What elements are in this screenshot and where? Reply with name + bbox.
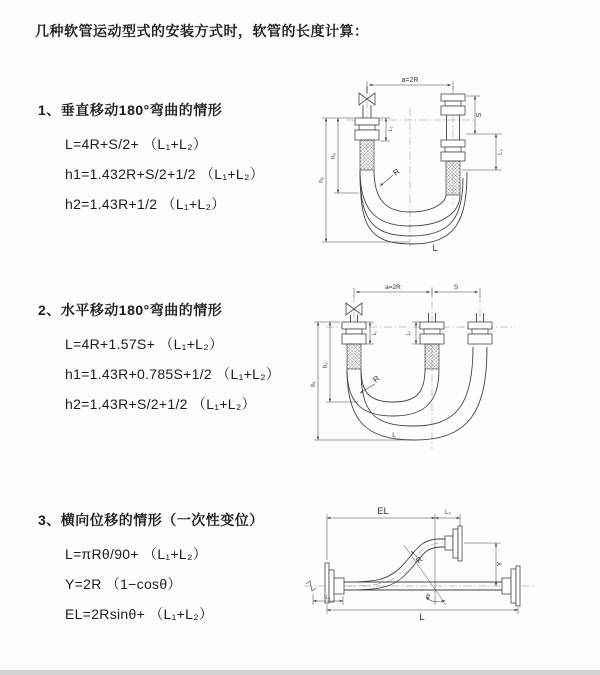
- braided-hose-section: [360, 140, 374, 170]
- dim-label-theta: θ: [426, 593, 430, 600]
- diagram-lateral-displacement: [298, 498, 598, 653]
- braided-hose-section: [446, 161, 460, 195]
- dim-label-l: L: [419, 612, 425, 623]
- formula-line: h1=1.43R+0.785S+1/2 （L₁+L₂）: [65, 366, 281, 382]
- dim-label-h2: h₂: [323, 362, 329, 368]
- dim-label-h1: h₁: [311, 381, 317, 387]
- dim-label-el: EL: [377, 506, 389, 517]
- section-lateral-displacement: [38, 510, 264, 629]
- page-title: 几种软管运动型式的安装方式时，软管的长度计算：: [35, 23, 369, 39]
- hose-u-curves: [347, 347, 487, 440]
- dim-label-h1: h₁: [318, 177, 325, 183]
- formula-line: EL=2Rsinθ+ （L₁+L₂）: [65, 606, 214, 622]
- dim-label-a2r: a=2R: [385, 284, 401, 291]
- flange-right: [502, 566, 520, 606]
- dim-label-l1: L₁: [325, 595, 331, 601]
- dim-label-h2: h₂: [330, 152, 337, 160]
- section-heading: 1、垂直移动180°弯曲的情形: [38, 102, 223, 118]
- dim-label-a2r: a=2R: [401, 77, 419, 84]
- formula-line: L=4R+1.57S+ （L₁+L₂）: [65, 336, 224, 352]
- fitting-right: [468, 322, 492, 344]
- dim-label-s: S: [453, 284, 459, 291]
- formula-line: h2=1.43R+S/2+1/2 （L₁+L₂）: [65, 396, 256, 412]
- left-fitting: [355, 118, 379, 140]
- dim-label-s: S: [476, 112, 483, 118]
- flange-upper: [445, 526, 462, 561]
- dim-label-y: Y: [497, 561, 504, 567]
- formula-line: L=4R+S/2+ （L₁+L₂）: [65, 136, 208, 152]
- formula-line: h2=1.43R+1/2 （L₁+L₂）: [65, 196, 226, 212]
- section-heading: 3、横向位移的情形（一次性变位）: [38, 512, 264, 528]
- diagram-vertical-180-bend: [312, 74, 572, 254]
- section-horizontal-180: [38, 300, 280, 419]
- diagram-horizontal-180-bend: [310, 281, 575, 456]
- braided-hose-section: [347, 344, 361, 369]
- section-heading: 2、水平移动180°弯曲的情形: [38, 302, 223, 318]
- section-vertical-180: [38, 100, 264, 219]
- formula-line: L=πRθ/90+ （L₁+L₂）: [65, 546, 208, 562]
- dim-label-r: R: [371, 373, 382, 385]
- dim-label-l2: L₂: [406, 330, 412, 336]
- dim-label-r: R: [414, 554, 425, 566]
- dim-label-l1: L₁: [372, 330, 378, 336]
- dim-label-l2: L₂: [498, 149, 504, 155]
- braided-hose-section: [425, 344, 439, 369]
- dim-label-l: L: [432, 243, 438, 253]
- dim-label-l1: L₁: [388, 126, 394, 132]
- dim-label-l2: L₂: [445, 510, 451, 516]
- fitting-left: [342, 322, 366, 344]
- dim-label-l: L: [392, 432, 396, 439]
- formula-line: h1=1.432R+S/2+1/2 （L₁+L₂）: [65, 166, 265, 182]
- fitting-middle: [420, 322, 444, 344]
- formula-line: Y=2R （1−cosθ）: [65, 576, 182, 592]
- right-fitting-upper: [441, 94, 465, 115]
- page-bottom-edge: [0, 670, 600, 675]
- dim-label-r: R: [391, 166, 402, 178]
- right-fitting-lower: [441, 140, 465, 161]
